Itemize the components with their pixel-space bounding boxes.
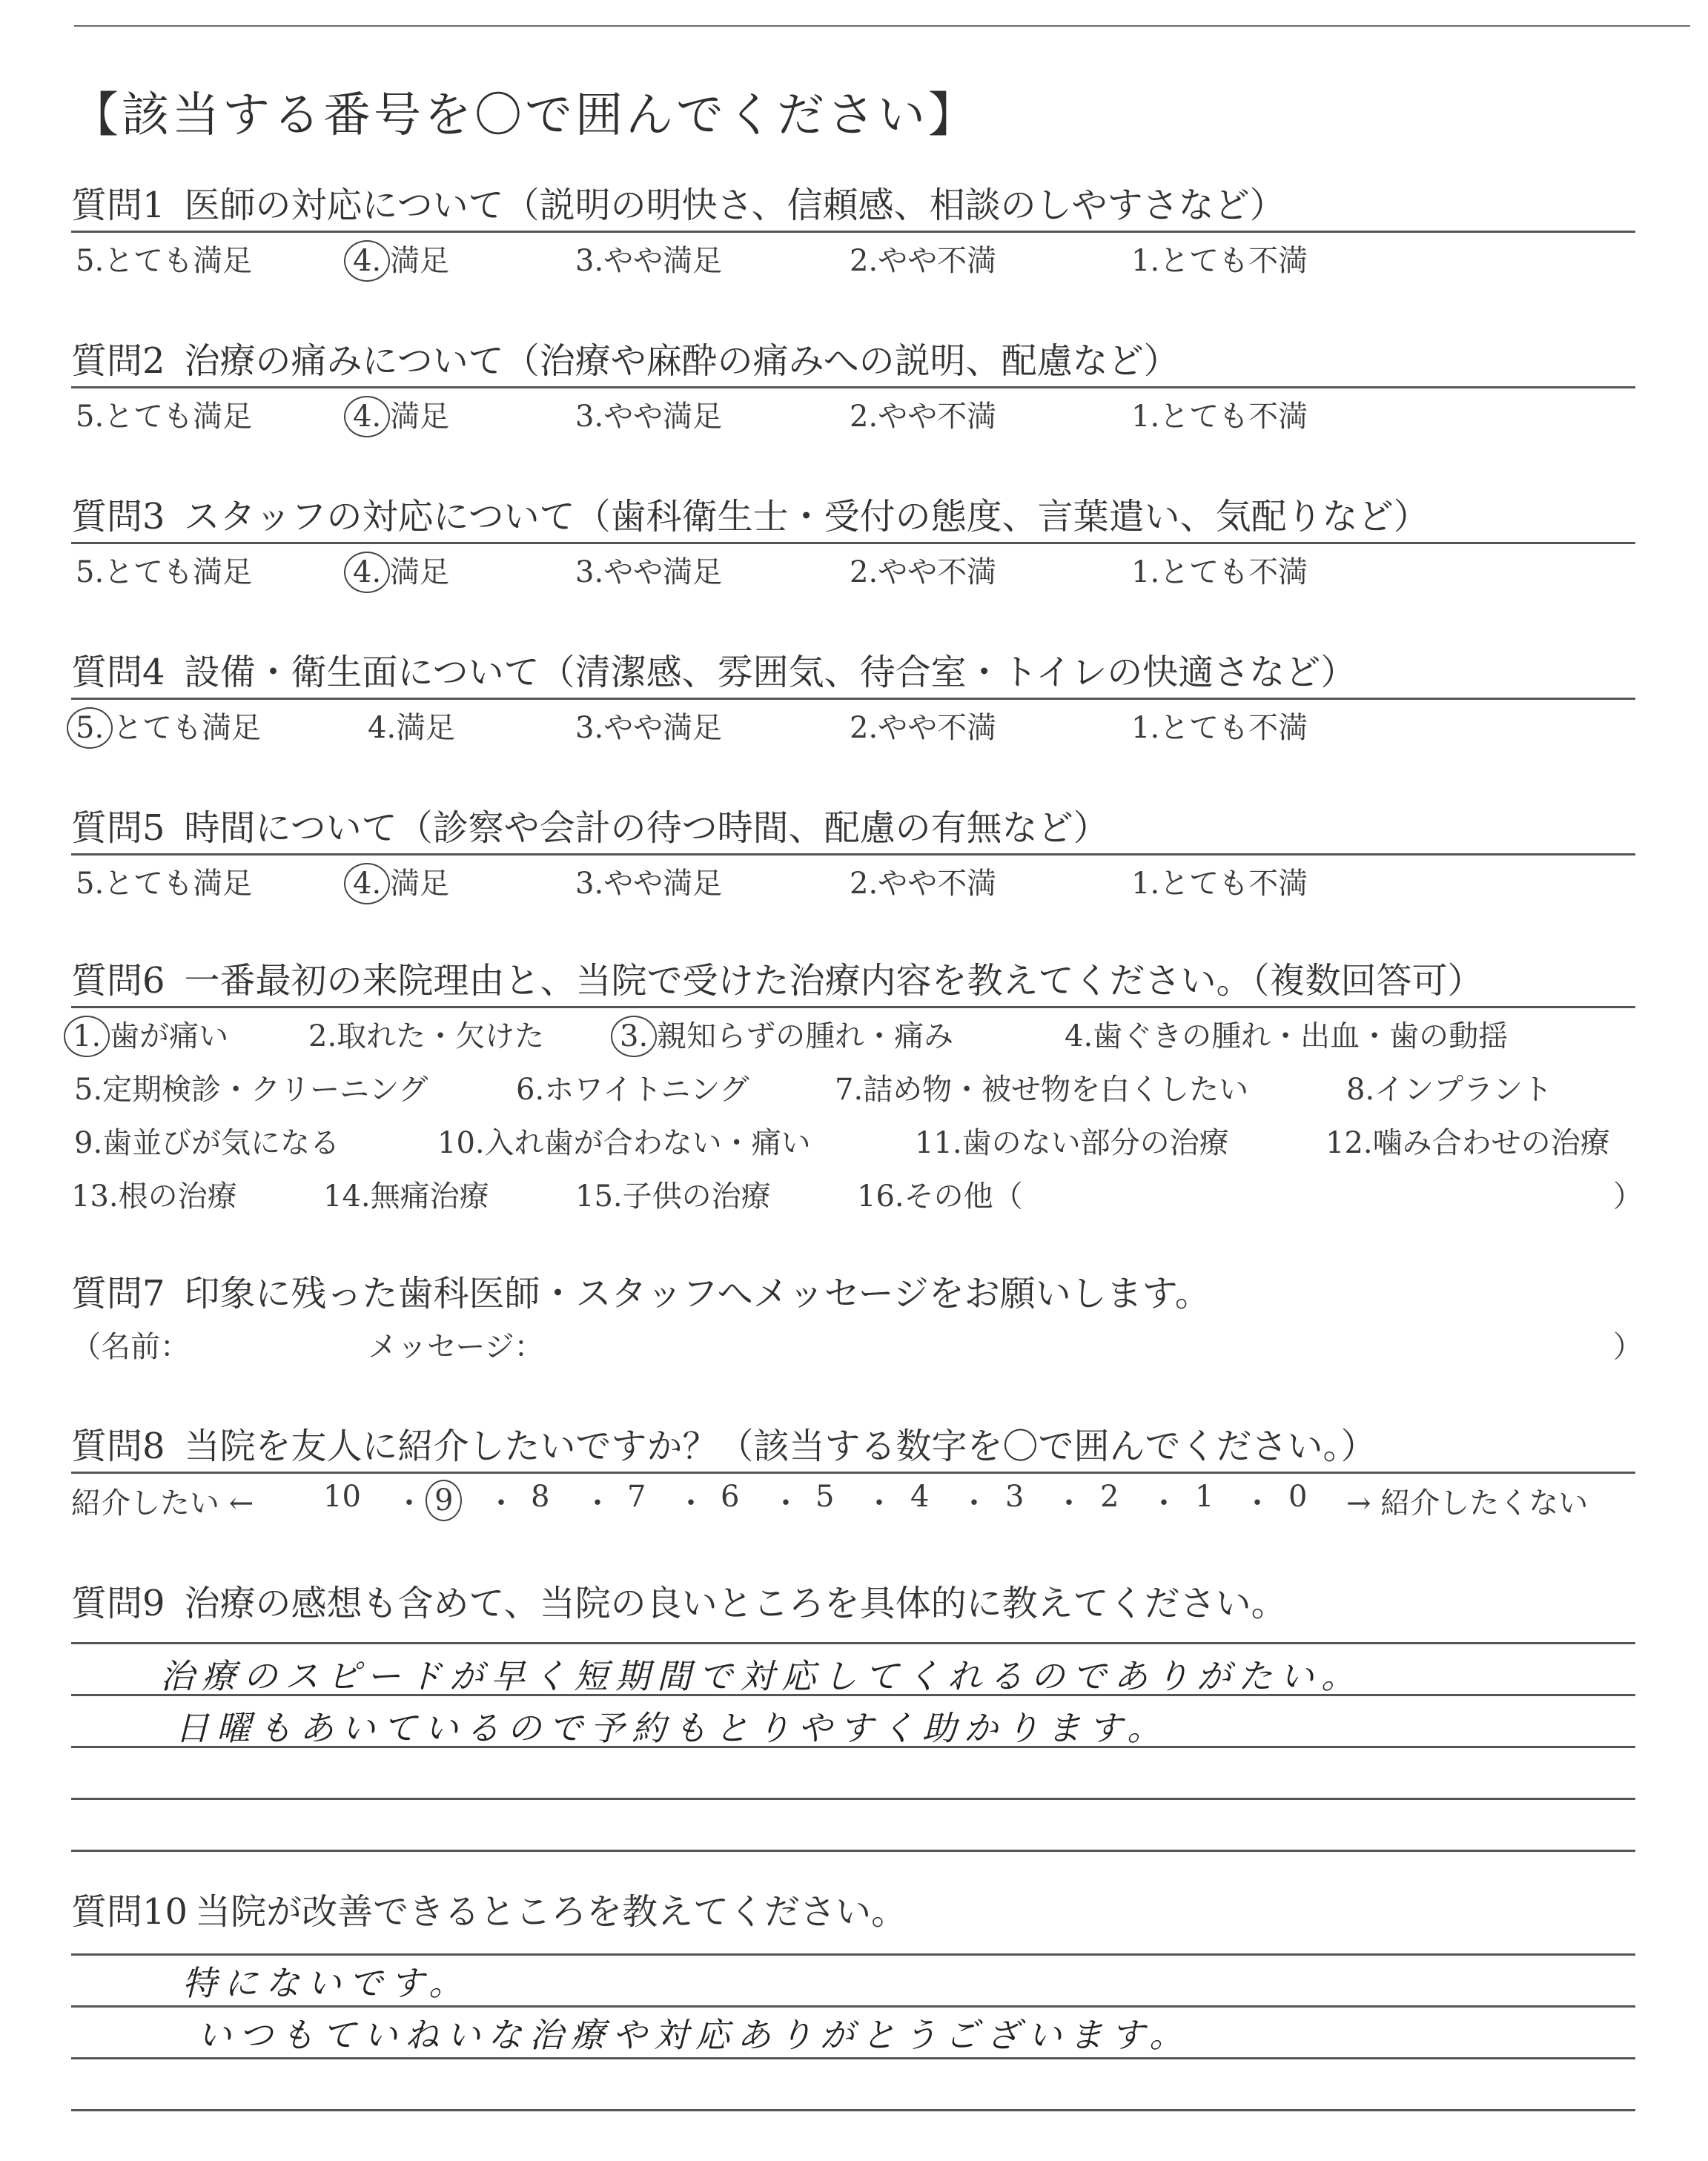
scale-dot: ・ <box>771 1486 801 1520</box>
rating-options <box>71 237 1635 283</box>
message-close: ） <box>1613 1330 1643 1364</box>
option-1[interactable]: 1.とても不満 <box>1131 244 1308 278</box>
option-5[interactable]: 5.とても満足 <box>76 400 253 434</box>
divider <box>71 1006 1635 1008</box>
question-8 <box>71 1417 1635 1526</box>
reason-10[interactable]: 10.入れ歯が合わない・痛い <box>437 1126 811 1160</box>
selection-circle: 4. <box>344 863 390 904</box>
scale-5[interactable]: 5 <box>815 1480 835 1514</box>
answer-line <box>71 2057 1635 2059</box>
question-heading <box>71 643 1635 695</box>
scale-4[interactable]: 4 <box>910 1480 930 1514</box>
question-5 <box>71 799 1635 906</box>
option-1[interactable]: 1.とても不満 <box>1131 867 1308 901</box>
rating-options <box>71 393 1635 439</box>
question-heading <box>71 799 1635 850</box>
question-heading <box>71 952 1635 1003</box>
question-heading <box>71 1265 1635 1316</box>
question-text: 時間について（診察や会計の待つ時間、配慮の有無など） <box>184 807 1109 849</box>
question-number: 質問5 <box>71 807 165 849</box>
rating-options <box>71 549 1635 595</box>
option-3[interactable]: 3.やや満足 <box>575 711 723 745</box>
scale-dot: ・ <box>676 1486 706 1520</box>
selection-circle: 4. <box>344 552 390 593</box>
question-3 <box>71 488 1635 595</box>
reason-6[interactable]: 6.ホワイトニング <box>516 1073 749 1107</box>
question-1 <box>71 176 1635 283</box>
option-4-selected[interactable]: 4. 満足 <box>353 549 449 593</box>
scale-dot: ・ <box>959 1486 989 1520</box>
answer-line <box>71 2005 1635 2008</box>
scale-dot: ・ <box>1149 1486 1179 1520</box>
selection-circle: 9 <box>426 1480 462 1521</box>
question-number: 質問1 <box>71 185 165 226</box>
message-label: メッセージ： <box>368 1330 544 1364</box>
option-2[interactable]: 2.やや不満 <box>850 400 997 434</box>
scale-6[interactable]: 6 <box>721 1480 740 1514</box>
scale-3[interactable]: 3 <box>1005 1480 1025 1514</box>
divider <box>71 386 1635 388</box>
divider <box>71 698 1635 700</box>
scale-8[interactable]: 8 <box>531 1480 550 1514</box>
selection-circle: 5. <box>67 707 113 749</box>
scale-10[interactable]: 10 <box>323 1480 361 1514</box>
reason-13[interactable]: 13.根の治療 <box>71 1179 237 1214</box>
divider <box>71 853 1635 856</box>
selection-circle: 4. <box>344 396 390 437</box>
scale-dot: ・ <box>1054 1486 1084 1520</box>
question-text: 治療の感想も含めて、当院の良いところを具体的に教えてください。 <box>184 1583 1287 1624</box>
question-number: 質問8 <box>71 1426 165 1467</box>
option-4-selected[interactable]: 4. 満足 <box>353 393 449 437</box>
reason-16-close: ） <box>1613 1179 1643 1214</box>
handwritten-answer-line-2: いつもていねいな治療や対応ありがとうございます。 <box>197 2015 1191 2055</box>
question-6 <box>71 952 1643 1222</box>
scale-2[interactable]: 2 <box>1100 1480 1119 1514</box>
rating-options <box>71 704 1635 750</box>
reason-4[interactable]: 4.歯ぐきの腫れ・出血・歯の動揺 <box>1065 1019 1509 1053</box>
answer-line <box>71 2109 1635 2111</box>
scale-dot: ・ <box>486 1486 516 1520</box>
question-9 <box>71 1575 1635 1902</box>
option-3[interactable]: 3.やや満足 <box>575 867 723 901</box>
option-2[interactable]: 2.やや不満 <box>850 244 997 278</box>
divider <box>71 542 1635 544</box>
scale-dot: ・ <box>583 1486 612 1520</box>
reason-8[interactable]: 8.インプラント <box>1346 1073 1553 1107</box>
message-row <box>71 1323 1643 1368</box>
question-heading <box>71 1575 1635 1626</box>
answer-line <box>71 1850 1635 1852</box>
option-5-selected[interactable]: 5. とても満足 <box>76 704 261 749</box>
answer-line <box>71 1798 1635 1800</box>
scale-dot: ・ <box>1242 1486 1272 1520</box>
reason-options-row-3 <box>71 1119 1635 1168</box>
question-heading <box>71 1883 1635 1934</box>
question-text: 印象に残った歯科医師・スタッフへメッセージをお願いします。 <box>184 1273 1211 1314</box>
handwritten-answer-line-1: 特にないです。 <box>182 1963 471 2003</box>
question-heading <box>71 176 1635 228</box>
reason-5[interactable]: 5.定期検診・クリーニング <box>74 1073 428 1107</box>
reason-9[interactable]: 9.歯並びが気になる <box>74 1126 340 1160</box>
question-number: 質問4 <box>71 652 165 693</box>
answer-area[interactable] <box>71 1642 1635 1852</box>
scale-right-label: → 紹介したくない <box>1346 1486 1589 1520</box>
selection-circle: 1. <box>64 1016 110 1057</box>
scale-0[interactable]: 0 <box>1288 1480 1308 1514</box>
reason-15[interactable]: 15.子供の治療 <box>575 1179 771 1214</box>
option-4-selected[interactable]: 4. 満足 <box>353 237 449 282</box>
option-5[interactable]: 5.とても満足 <box>76 867 253 901</box>
divider <box>71 231 1635 233</box>
reason-7[interactable]: 7.詰め物・被せ物を白くしたい <box>835 1073 1249 1107</box>
page-title: 【該当する番号を〇で囲んでください】 <box>71 88 979 143</box>
top-border <box>74 25 1690 27</box>
option-3[interactable]: 3.やや満足 <box>575 555 723 589</box>
question-number: 質問3 <box>71 496 165 537</box>
question-number: 質問2 <box>71 340 165 382</box>
reason-11[interactable]: 11.歯のない部分の治療 <box>915 1126 1229 1160</box>
option-2[interactable]: 2.やや不満 <box>850 711 997 745</box>
option-3[interactable]: 3.やや満足 <box>575 400 723 434</box>
reason-14[interactable]: 14.無痛治療 <box>323 1179 489 1214</box>
option-5[interactable]: 5.とても満足 <box>76 244 253 278</box>
question-heading <box>71 1417 1635 1469</box>
selection-circle: 4. <box>344 240 390 282</box>
question-number: 質問9 <box>71 1583 165 1624</box>
reason-options-row-2 <box>71 1066 1635 1115</box>
question-number: 質問7 <box>71 1273 165 1314</box>
scale-dot: ・ <box>864 1486 894 1520</box>
handwritten-answer-line-2: 日曜もあいているので予約もとりやすく助かります。 <box>175 1708 1169 1748</box>
question-number: 質問6 <box>71 960 165 1002</box>
option-1[interactable]: 1.とても不満 <box>1131 555 1308 589</box>
question-text: 治療の痛みについて（治療や麻酔の痛みへの説明、配慮など） <box>184 340 1179 382</box>
option-2[interactable]: 2.やや不満 <box>850 867 997 901</box>
scale-left-label: 紹介したい ← <box>71 1486 254 1520</box>
divider <box>71 1472 1635 1474</box>
option-4-selected[interactable]: 4. 満足 <box>353 860 449 904</box>
question-7 <box>71 1265 1643 1368</box>
reason-2[interactable]: 2.取れた・欠けた <box>308 1019 545 1053</box>
selection-circle: 3. <box>611 1016 657 1057</box>
reason-1-selected[interactable]: 1. 歯が痛い <box>73 1013 228 1057</box>
scale-7[interactable]: 7 <box>627 1480 646 1514</box>
reason-options-row-4 <box>71 1173 1643 1222</box>
option-1[interactable]: 1.とても不満 <box>1131 400 1308 434</box>
option-4[interactable]: 4.満足 <box>368 711 456 745</box>
question-number: 質問10 <box>71 1891 188 1933</box>
question-heading <box>71 488 1635 539</box>
question-2 <box>71 332 1635 439</box>
question-text: 当院が改善できるところを教えてください。 <box>195 1891 907 1933</box>
recommend-scale <box>71 1480 1635 1526</box>
question-4 <box>71 643 1635 750</box>
question-text: 医師の対応について（説明の明快さ、信頼感、相談のしやすさなど） <box>184 185 1285 226</box>
name-label: （名前： <box>71 1330 190 1364</box>
answer-area[interactable] <box>71 1953 1635 2111</box>
reason-12[interactable]: 12.噛み合わせの治療 <box>1325 1126 1610 1160</box>
option-1[interactable]: 1.とても不満 <box>1131 711 1308 745</box>
reason-options-row-1 <box>71 1013 1635 1062</box>
question-text: 設備・衛生面について（清潔感、雰囲気、待合室・トイレの快適さなど） <box>184 652 1357 693</box>
reason-16-other[interactable]: 16.その他（ <box>857 1179 1023 1214</box>
question-text: 一番最初の来院理由と、当院で受けた治療内容を教えてください。（複数回答可） <box>184 960 1483 1002</box>
reason-3-selected[interactable]: 3. 親知らずの腫れ・痛み <box>620 1013 953 1057</box>
question-text: 当院を友人に紹介したいですか？（該当する数字を〇で囲んでください。） <box>184 1426 1377 1467</box>
option-2[interactable]: 2.やや不満 <box>850 555 997 589</box>
answer-line <box>71 1953 1635 1956</box>
option-5[interactable]: 5.とても満足 <box>76 555 253 589</box>
scale-dot: ・ <box>394 1486 424 1520</box>
scale-1[interactable]: 1 <box>1195 1480 1214 1514</box>
handwritten-answer-line-1: 治療のスピードが早く短期間で対応してくれるのでありがたい。 <box>160 1656 1363 1696</box>
rating-options <box>71 860 1635 906</box>
question-text: スタッフの対応について（歯科衛生士・受付の態度、言葉遣い、気配りなど） <box>184 496 1429 537</box>
option-3[interactable]: 3.やや満足 <box>575 244 723 278</box>
question-10 <box>71 1883 1635 2161</box>
answer-line <box>71 1642 1635 1644</box>
question-heading <box>71 332 1635 383</box>
